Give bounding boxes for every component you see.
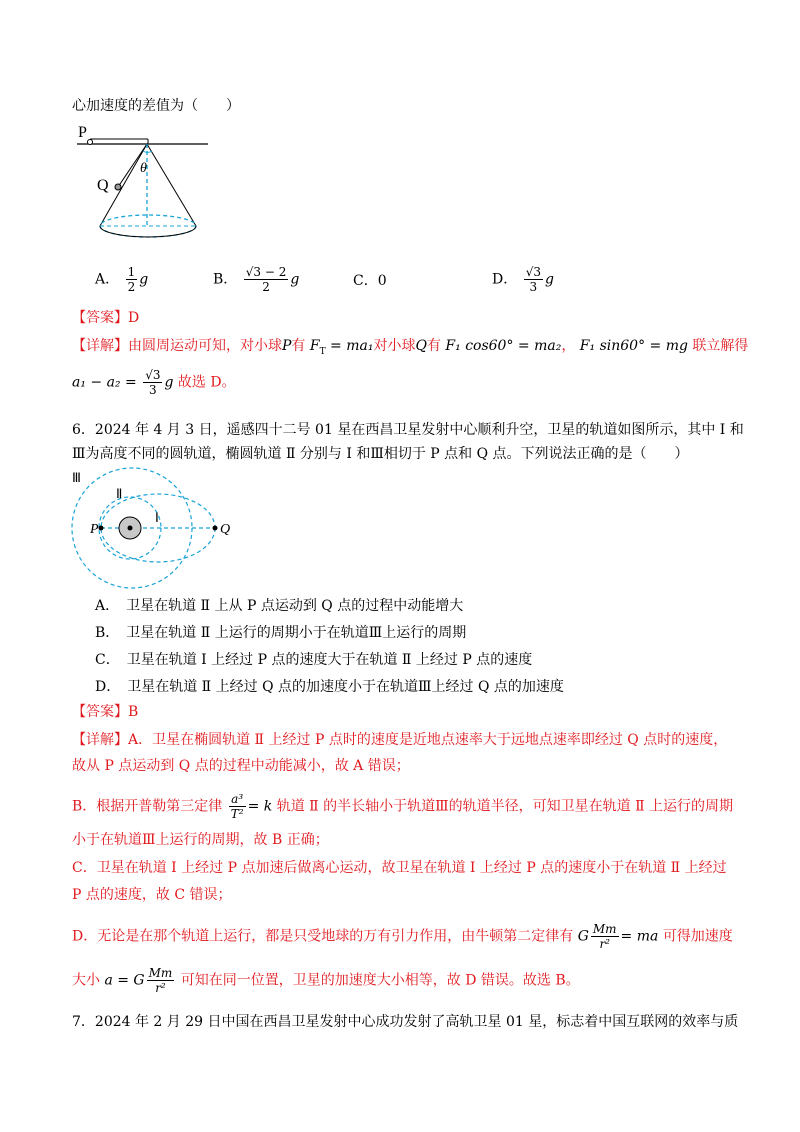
q5-option-b: B． $\frac{√3 - 2}{2}$ g [213, 265, 300, 294]
q5-detail-line2: a₁ − a₂ = $\frac{√3}{3}$ g 故选 D。 [72, 368, 236, 397]
q6-label-ii: Ⅱ [116, 486, 123, 501]
q6-detail-b1: B．根据开普勒第三定律 $\frac{\text{a³}}{\text{T²}}$ = k 轨道 Ⅱ 的半长轴小于轨道Ⅲ的轨道半径，可知卫星在轨道 Ⅱ 上运行的周期 [72, 792, 734, 821]
q6-detail-d1: D．无论是在那个轨道上运行，都是只受地球的万有引力作用，由牛顿第二定律有 G $\frac{Mm}{\text{r²}}$ = ma 可得加速度 [72, 922, 733, 951]
q6-detail-a1: 【详解】A．卫星在椭圆轨道 Ⅱ 上经过 P 点时的速度是近地点速率大于远地点速率即经过 Q 点时的速度， [72, 732, 728, 748]
q6-orbit-figure [70, 470, 230, 590]
q5-label-theta: θ [140, 161, 147, 176]
q6-option-c: C． 卫星在轨道 Ⅰ 上经过 P 点的速度大于在轨道 Ⅱ 上经过 P 点的速度 [95, 652, 533, 668]
q6-detail-d2: 大小 a = G $\frac{Mm}{\text{r²}}$ 可知在同一位置，卫星的加速度大小相等，故 D 错误。故选 B。 [72, 966, 580, 995]
q6-detail-c1: C．卫星在轨道 Ⅰ 上经过 P 点加速后做离心运动，故卫星在轨道 Ⅰ 上经过 P 点的速度小于在轨道 Ⅱ 上经过 [72, 860, 727, 876]
q6-detail-c2: P 点的速度，故 C 错误； [72, 887, 232, 903]
q5-label-q: Q [97, 177, 109, 194]
q5-option-a: A． $\frac{1}{2}$ g [95, 265, 149, 294]
q5-answer: 【答案】D [72, 310, 140, 326]
q5-option-d: D． $\frac{√3}{3}$ g [492, 265, 554, 294]
q6-option-b: B． 卫星在轨道 Ⅱ 上运行的周期小于在轨道Ⅲ上运行的周期 [95, 625, 467, 641]
q6-label-q: Q [220, 522, 231, 537]
q5-label-p: P [78, 124, 87, 141]
q6-option-d: D． 卫星在轨道 Ⅱ 上经过 Q 点的加速度小于在轨道Ⅲ上经过 Q 点的加速度 [95, 679, 564, 695]
q6-detail-b2: 小于在轨道Ⅲ上运行的周期，故 B 正确； [72, 832, 329, 848]
q6-stem-line2: Ⅲ为高度不同的圆轨道，椭圆轨道 Ⅱ 分别与 Ⅰ 和Ⅲ相切于 P 点和 Q 点。下列说法正确的是（ ） [72, 446, 689, 462]
q5-option-c: C．0 [353, 273, 387, 289]
q6-answer: 【答案】B [72, 704, 139, 720]
q5-stem-tail: 心加速度的差值为（ ） [72, 98, 240, 114]
q6-label-iii: Ⅲ [72, 470, 81, 485]
q7-stem-line1: 7．2024 年 2 月 29 日中国在西昌卫星发射中心成功发射了高轨卫星 01 星，标志着中国互联网的效率与质 [72, 1014, 739, 1030]
q6-label-i: Ⅰ [155, 510, 159, 525]
q6-detail-a2: 故从 P 点运动到 Q 点的过程中动能减小，故 A 错误； [72, 758, 410, 774]
q5-cone-figure [70, 122, 220, 247]
q6-label-p: P [90, 522, 99, 537]
q5-detail-line1: 【详解】由圆周运动可知，对小球P有 $F_T = ma_1$对小球Q有 F₁ cos60° = ma₂， F₁ sin60° = mg 联立解得 [72, 338, 749, 357]
q6-stem-line1: 6．2024 年 4 月 3 日，遥感四十二号 01 星在西昌卫星发射中心顺利升空，卫星的轨道如图所示，其中 Ⅰ 和 [72, 422, 744, 438]
q6-option-a: A． 卫星在轨道 Ⅱ 上从 P 点运动到 Q 点的过程中动能增大 [95, 598, 464, 614]
